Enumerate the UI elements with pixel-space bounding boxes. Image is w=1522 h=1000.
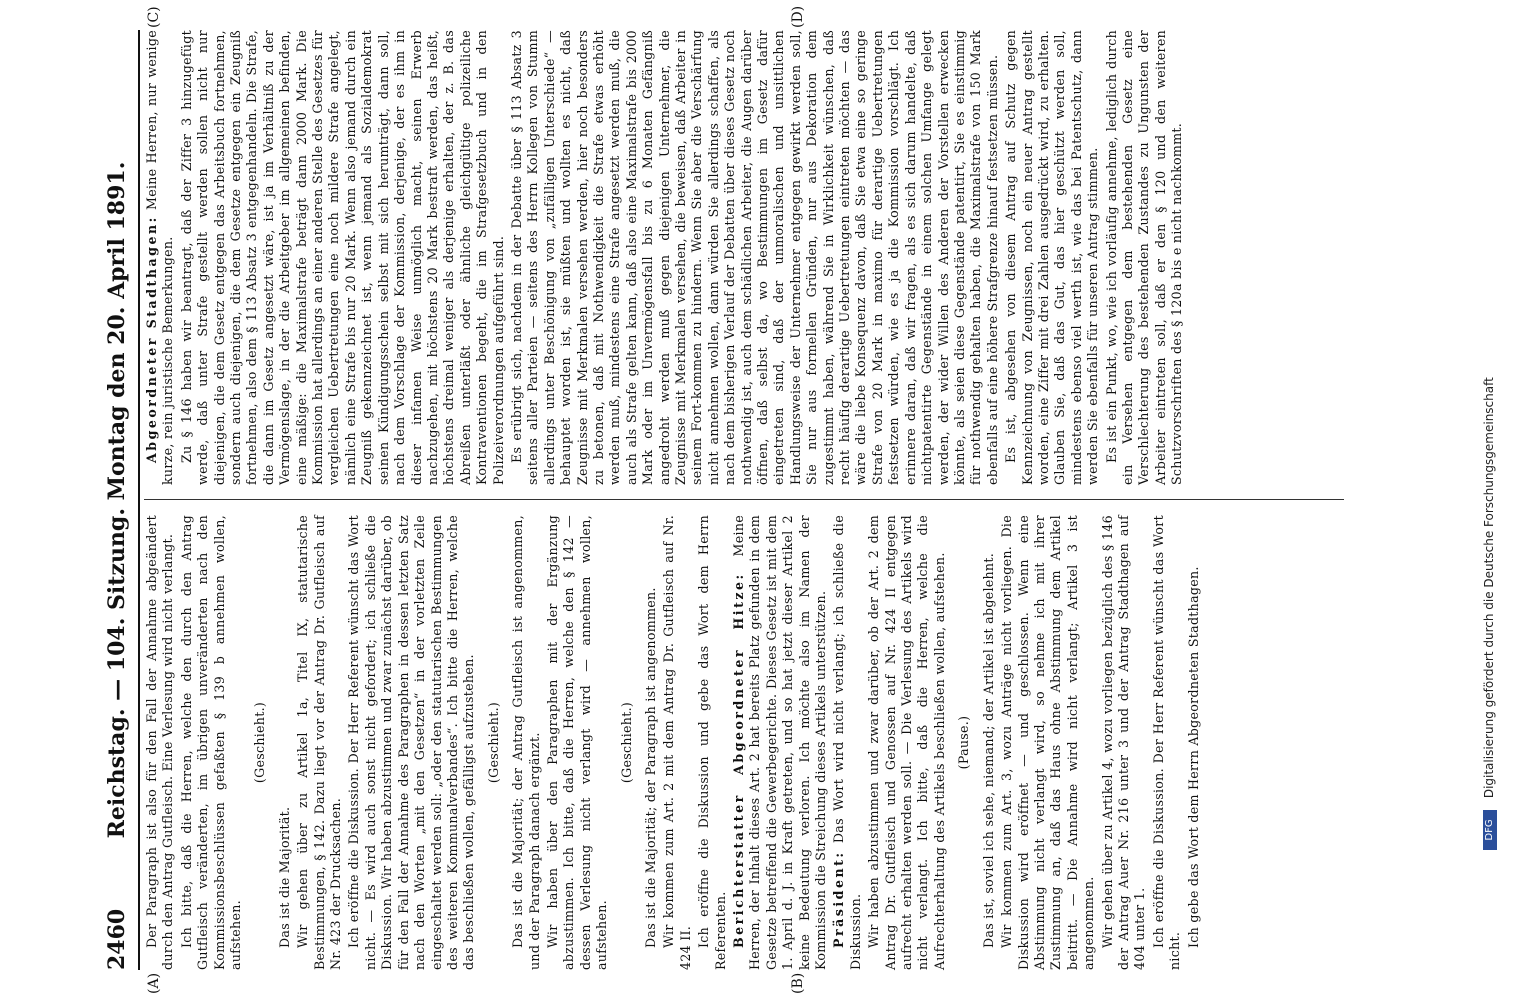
- paragraph: Ich eröffne die Diskussion. Der Herr Referent wünscht das Wort nicht. — Es wird auch sonst nicht gefordert; ich schließe die Diskussion. Wir haben abzustimmen und zwar zunächst darüber, ob für den Fall der Annahme des Paragraphen in dessen letzten Satz nach den Worten „mit den Gesetzen“ in der vorletzten Zeile eingeschaltet werden soll: „oder den statutarischen Bestimmungen des weiteren Kommunalverbandes“. Ich bitte die Herren, welche das beschließen wollen, gefälligst aufzustehen.: [346, 515, 477, 970]
- margin-mark-c: (C): [146, 6, 162, 28]
- paragraph: Meine Herren, nur wenige kurze, rein juristische Bemerkungen.: [144, 29, 176, 485]
- page-number: 2460: [104, 908, 130, 970]
- footer-text: Digitalisierung gefördert durch die Deutsche Forschungsgemeinschaft: [1482, 377, 1496, 799]
- left-column: [144, 515, 1344, 970]
- running-title: Reichstag. — 104. Sitzung. Montag den 20. April 1891.: [104, 161, 130, 839]
- speaker-name: Abgeordneter Stadthagen:: [144, 215, 159, 463]
- stage-direction: (Geschieht.): [485, 701, 501, 784]
- paragraph: Das ist, soviel ich sehe, niemand; der Artikel ist abgelehnt.: [980, 552, 996, 948]
- paragraph: Das ist die Majorität; der Paragraph ist angenommen.: [642, 587, 658, 948]
- stage-direction: (Geschieht.): [618, 701, 634, 784]
- speaker-name: Berichterstatter Abgeordneter Hitze:: [731, 572, 746, 948]
- paragraph: Wir gehen über zu Artikel 1a, Titel IX, statutarische Bestimmungen, § 142. Dazu liegt vor der Antrag Dr. Gutfleisch auf Nr. 423 der Drucksachen.: [295, 515, 344, 970]
- digitization-footer: [1482, 0, 1504, 850]
- paragraph: Wir gehen über zu Artikel 4, wozu vorliegen bezüglich des § 146 der Antrag Auer Nr. 216 unter 3 und der Antrag Stadthagen auf 404 unter 1.: [1099, 515, 1148, 970]
- dfg-logo: DFG: [1483, 810, 1497, 850]
- column-divider: [144, 499, 1344, 500]
- stage-direction: (Geschieht.): [252, 701, 268, 784]
- paragraph: Ich eröffne die Diskussion. Der Herr Referent wünscht das Wort nicht.: [1150, 515, 1183, 970]
- paragraph: Wir haben abzustimmen und zwar darüber, ob der Art. 2 dem Antrag Dr. Gutfleisch und Genossen auf Nr. 424 II entgegen aufrecht erhalten werden soll. — Die Verlesung des Artikels wird nicht verlangt. Ich bitte, daß die Herren, welche die Aufrechterhaltung des Artikels beschließen wollen, aufstehen.: [866, 515, 947, 970]
- margin-mark-b: (B): [790, 972, 806, 994]
- margin-mark-d: (D): [790, 5, 806, 28]
- paragraph: Das ist die Majorität; der Antrag Gutfleisch ist angenommen, und der Paragraph danach ergänzt.: [510, 515, 542, 970]
- margin-mark-a: (A): [146, 972, 162, 994]
- paragraph: Der Paragraph ist also für den Fall der Annahme abgeändert durch den Antrag Gutfleisch. Eine Verlesung wird nicht verlangt.: [144, 515, 176, 970]
- speaker-name: Präsident:: [831, 850, 847, 948]
- paragraph: Zu § 146 haben wir beantragt, daß der Ziffer 3 hinzugefügt werde, daß unter Strafe gestellt werden sollen nicht nur diejenigen, die dem Gesetz entgegen das Arbeitsbuch fortnehmen, sondern auch diejenigen, die dem Gesetze entgegen ein Zeugniß fortnehmen, also dem § 113 Absatz 3 entgegenhandeln. Die Strafe, die dann im Gesetz angesetzt wäre, ist ja im Verhältniß zu der Vermögenslage, in der die Arbeitgeber im allgemeinen befinden, eine mäßige: die Maximalstrafe beträgt dann 2000 Mark. Die Kommission hat allerdings an einer anderen Stelle des Gesetzes für vergleichen Uebertretungen eine noch mildere Strafe angelegt, nämlich eine Strafe bis nur 20 Mark. Wenn also jemand durch ein Zeugniß gekennzeichnet ist, wenn jemand als Sozialdemokrat seinen Kündigungsschein selbst mit sich herumträgt, dann soll, nach dem Vorschlage der Kommission, derjenige, der es ihm in dieser infamen Weise unmöglich macht, seinen Erwerb nachzugehen, mit höchstens 20 Mark bestraft werden, das heißt, höchstens dreimal weniger als derjenige erhalten, der z. B. das Abreißen unterläßt oder ähnliche gleichgültige polizeiliche Kontraventionen begeht, die im Strafgesetzbuch und in den Polizeiverordnungen aufgeführt sind.: [178, 30, 506, 485]
- paragraph: Es ist ein Punkt, wo, wie ich vorläufig annehme, lediglich durch ein Versehen entgegen dem bestehenden Gesetz eine Verschlechterung des bestehenden Zustandes zu Ungunsten der Arbeiter eintreten soll, daß er den § 120 und den weiteren Schutzvorschriften des § 120a bis e nicht nachkommt.: [1103, 30, 1185, 485]
- right-column: [144, 30, 1344, 485]
- paragraph: Es erübrigt sich, nachdem in der Debatte über § 113 Absatz 3 seitens aller Parteien — seitens des Herrn Kollegen von Stumm allerdings unter Beschönigung von „zufälligen Unterschiede“ — behauptet worden ist, sie müßten und wollten es nicht, daß Zeugnisse mit Merkmalen versehen werden, hier noch besonders zu betonen, daß mit Nothwendigkeit die Strafe etwas erhöht werden muß, mindestens eine Strafe angesetzt werden muß, die auch als Strafe gelten kann, daß also eine Maximalstrafe bis 2000 Mark oder im Unvermögensfall bis zu 6 Monaten Gefängniß angedroht werden muß gegen diejenigen Unternehmer, die Zeugnisse mit Merkmalen versehen, die beweisen, daß Arbeiter in seinem Fort-kommen zu hindern. Wenn Sie aber die Verschärfung nicht annehmen wollen, dann würden Sie allerdings schaffen, als nach dem bisherigen Verlauf der Debatten über dieses Gesetz noch nothwendig ist, auch dem schädlichen Arbeiter, die Augen darüber öffnen, daß selbst da, wo Bestimmungen im Gesetz dafür eingetreten sind, daß der unmoralischen und unsittlichen Handlungsweise der Unternehmer entgegen gewirkt werden soll, Sie nur aus formellen Gründen, nur aus Dekoration dem zugestimmt haben, während Sie in Wirklichkeit wünschen, daß recht häufig derartige Uebertretungen eintreten möchten — das wäre die liebe Konsequenz davon, daß Sie etwa eine so geringe Strafe von 20 Mark in maximo für derartige Uebertretungen festsetzen würden, wie es ja die Kommission vorschlägt. Ich erinnere daran, daß wir fragen, als es sich darum handelte, daß nichtpatentirte Gegenstände in einem solchen Umfange gelegt werden, der wider Willen des Anderen der Vorstellen erwecken könnte, als seien diese Gegenstände patentirt, Sie es einstimmig für nothwendig gehalten haben, die Maximalstrafe von 150 Mark ebenfalls auf eine höhere Strafgrenze hinauf festsetzen müssen.: [508, 30, 1000, 485]
- paragraph: Das Wort wird nicht verlangt; ich schließe die Diskussion.: [831, 515, 863, 970]
- paragraph: Ich gebe das Wort dem Herrn Abgeordneten Stadthagen.: [1185, 566, 1201, 948]
- paragraph: Es ist, abgesehen von diesem Antrag auf Schutz gegen Kennzeichnung von Zeugnissen, noch ein neuer Antrag gestellt worden, eine Ziffer mit drei Zahlen ausgedrückt wird, zu erhalten. Glauben Sie, daß das Gut, das hier geschützt werden soll, mindestens ebenso viel werth ist, wie das bei Patentschutz, dann werden Sie ebenfalls für unseren Antrag stimmen.: [1003, 30, 1101, 485]
- paragraph: Ich eröffne die Diskussion und gebe das Wort dem Herrn Referenten.: [696, 515, 728, 970]
- paragraph: Meine Herren, der Inhalt dieses Art. 2 hat bereits Platz gefunden in dem Gesetze betreffend die Gewerbegerichte. Dieses Gesetz ist mit dem 1. April d. J. in Kraft getreten, und so hat jetzt dieser Artikel 2 keine Bedeutung verloren. Ich möchte also im Namen der Kommission die Streichung dieses Artikels unterstützen.: [731, 515, 829, 970]
- document-page: [90, 0, 1522, 1000]
- paragraph: Das ist die Majorität.: [276, 806, 292, 948]
- page-header: [98, 30, 140, 970]
- paragraph: Wir kommen zum Art. 3, wozu Anträge nicht vorliegen. Die Diskussion wird eröffnet — und geschlossen. Wenn eine Abstimmung nicht verlangt wird, so nehme ich mit ihrer Zustimmung an, daß das Haus ohne Abstimmung dem Artikel beitritt. — Die Annahme wird nicht verlangt; Artikel 3 ist angenommen.: [999, 515, 1097, 970]
- paragraph: Ich bitte, daß die Herren, welche den durch den Antrag Gutfleisch veränderten, im übrigen unveränderten nach den Kommissionsbeschlüssen gefaßten § 139 b annehmen wollen, aufstehen.: [178, 515, 244, 970]
- stage-direction: (Pause.): [956, 715, 972, 770]
- paragraph: Wir haben über den Paragraphen mit der Ergänzung abzustimmen. Ich bitte, daß die Herren, welche den § 142 — dessen Verlesung nicht verlangt wird — annehmen wollen, aufstehen.: [544, 515, 610, 970]
- paragraph: Wir kommen zum Art. 2 mit dem Antrag Dr. Gutfleisch auf Nr. 424 II.: [661, 515, 693, 970]
